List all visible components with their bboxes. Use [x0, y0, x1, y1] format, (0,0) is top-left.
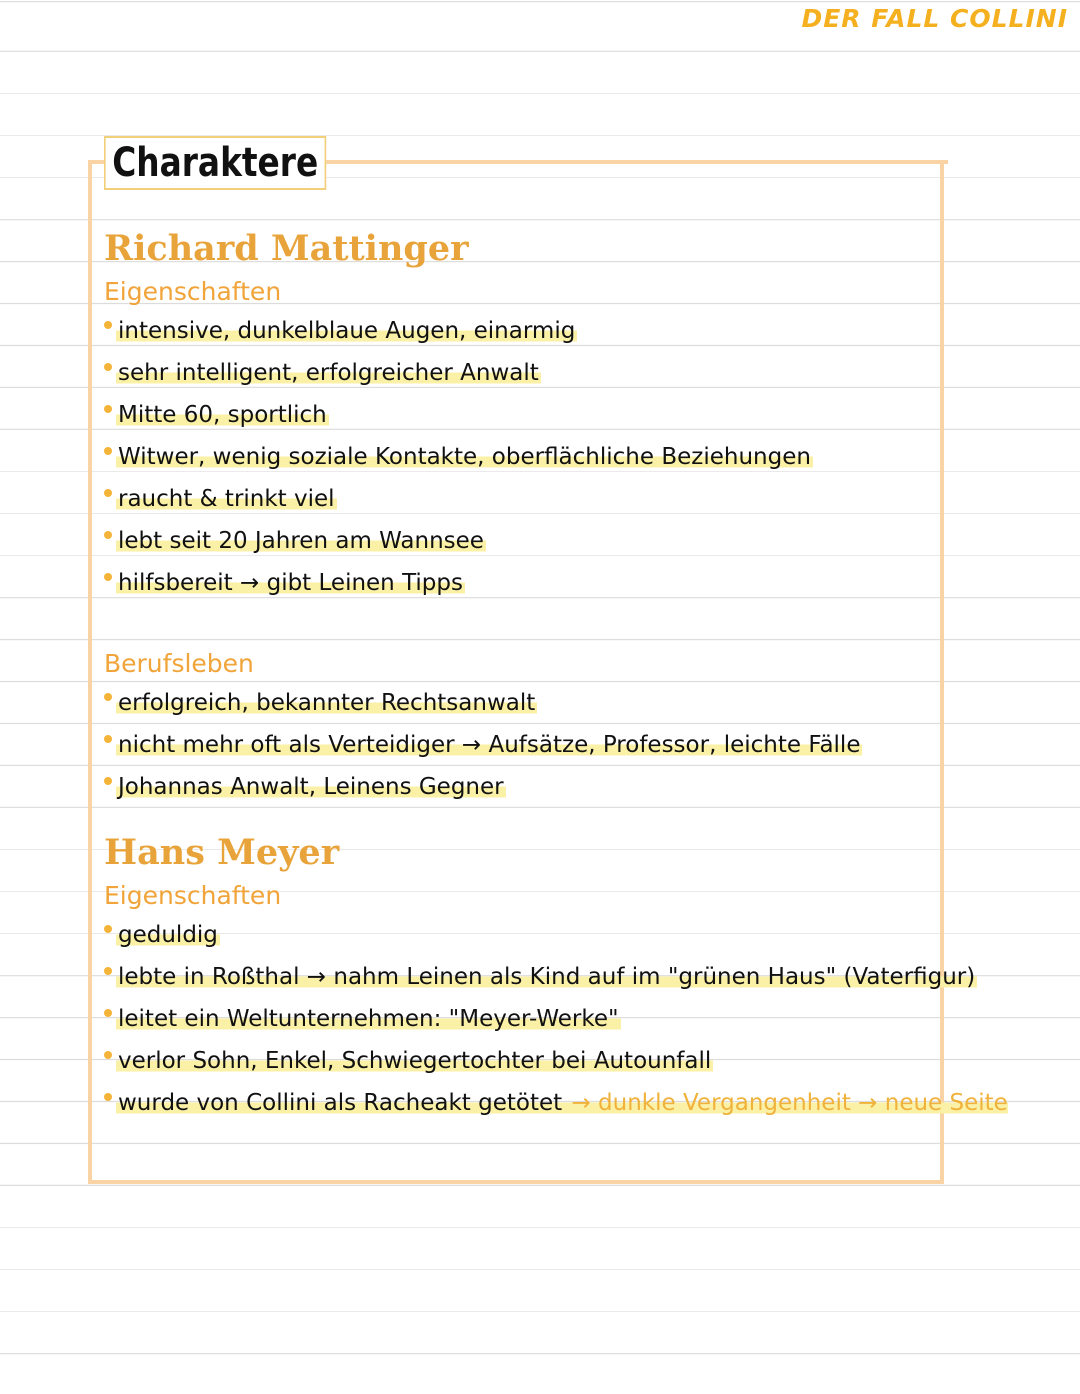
subheading-eigenschaften: Eigenschaften: [104, 881, 282, 910]
section-title: Charaktere: [104, 136, 326, 190]
character-name-meyer: Hans Meyer: [104, 832, 340, 873]
list-item-text: hilfsbereit → gibt Leinen Tipps: [118, 570, 463, 596]
list-item: [104, 682, 944, 724]
list-item-accent-text: → dunkle Vergangenheit → neue Seite: [564, 1090, 1008, 1116]
list-item-text: verlor Sohn, Enkel, Schwiegertochter bei Autounfall: [118, 1048, 712, 1074]
subheading-berufsleben: Berufsleben: [104, 649, 254, 678]
characters-content: [104, 224, 1008, 1124]
list-item-text: Johannas Anwalt, Leinens Gegner: [118, 774, 504, 800]
character-name-mattinger: Richard Mattinger: [104, 228, 469, 269]
list-item: [104, 1082, 1008, 1124]
list-item: [104, 352, 944, 394]
list-item: [104, 998, 944, 1040]
list-item: [104, 520, 944, 562]
list-item: [104, 766, 944, 808]
list-item-text: erfolgreich, bekannter Rechtsanwalt: [118, 690, 536, 716]
list-item-text: geduldig: [118, 922, 218, 948]
mattinger-berufsleben-list: [104, 682, 944, 808]
meyer-eigenschaften-list: [104, 914, 1008, 1124]
list-item: [104, 914, 944, 956]
list-item: [104, 956, 976, 998]
list-item: [104, 394, 944, 436]
list-item-text: Mitte 60, sportlich: [118, 402, 327, 428]
mattinger-eigenschaften-list: [104, 310, 944, 604]
list-item: [104, 478, 944, 520]
list-item-text: lebt seit 20 Jahren am Wannsee: [118, 528, 484, 554]
list-item-text: nicht mehr oft als Verteidiger → Aufsätze, Professor, leichte Fälle: [118, 732, 861, 758]
list-item: [104, 562, 944, 604]
list-item: [104, 436, 944, 478]
page-header-title: DER FALL COLLINI: [801, 4, 1068, 33]
list-item: [104, 310, 944, 352]
list-item-text: Witwer, wenig soziale Kontakte, oberflächliche Beziehungen: [118, 444, 811, 470]
list-item: [104, 1040, 944, 1082]
list-item-text: leitet ein Weltunternehmen: "Meyer-Werke": [118, 1006, 619, 1032]
list-item-text: raucht & trinkt viel: [118, 486, 335, 512]
spacer: [104, 808, 944, 828]
list-item-text: lebte in Roßthal → nahm Leinen als Kind auf im "grünen Haus" (Vaterfigur): [118, 964, 976, 990]
heading-rule: [290, 160, 948, 164]
list-item-text: wurde von Collini als Racheakt getötet: [118, 1090, 563, 1116]
list-item-text: sehr intelligent, erfolgreicher Anwalt: [118, 360, 539, 386]
list-item: [104, 724, 944, 766]
spacer: [104, 604, 944, 646]
list-item-text: intensive, dunkelblaue Augen, einarmig: [118, 318, 576, 344]
subheading-eigenschaften: Eigenschaften: [104, 277, 282, 306]
